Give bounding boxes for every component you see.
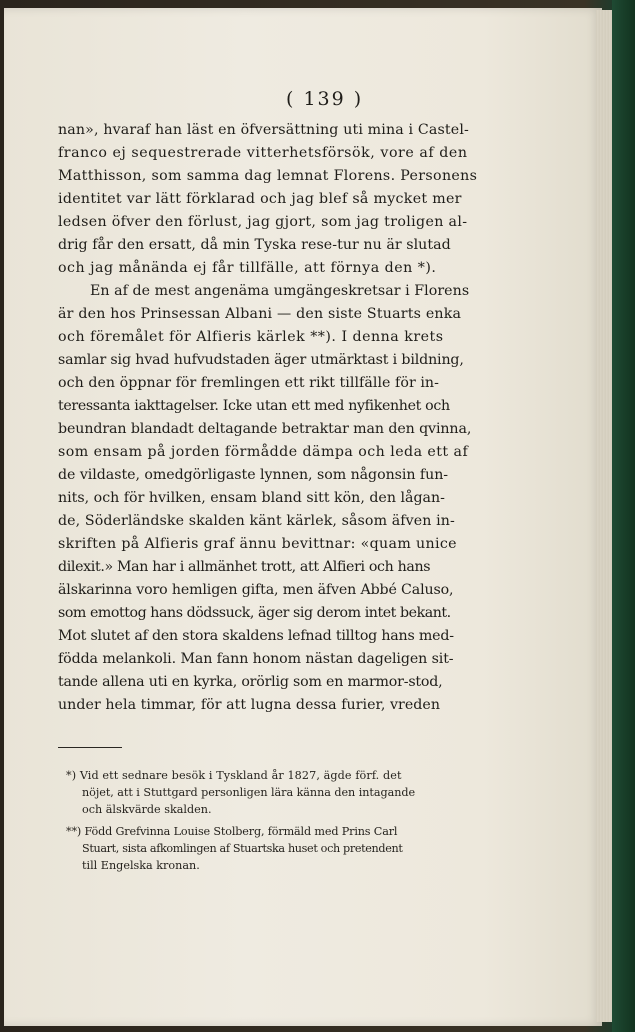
body-line: och den öppnar för fremlingen ett rikt tillfälle för in- bbox=[58, 375, 439, 391]
footnote-line: och älskvärde skalden. bbox=[82, 803, 212, 816]
body-line: och jag månända ej får tillfälle, att förnya den *). bbox=[58, 260, 437, 276]
body-line: och föremålet för Alfieris kärlek **). I denna krets bbox=[58, 329, 444, 345]
body-line: franco ej sequestrerade vitterhetsförsök, vore af den bbox=[58, 145, 468, 161]
body-line: identitet var lätt förklarad och jag blef så mycket mer bbox=[58, 191, 462, 207]
body-line: de vildaste, omedgörligaste lynnen, som någonsin fun- bbox=[58, 467, 449, 483]
body-line: Mot slutet af den stora skaldens lefnad tilltog hans med- bbox=[58, 628, 454, 644]
body-line: är den hos Prinsessan Albani — den siste Stuarts enka bbox=[58, 306, 462, 322]
body-line: Matthisson, som samma dag lemnat Florens. Personens bbox=[58, 168, 478, 184]
body-line: skriften på Alfieris graf ännu bevittnar: «quam unice bbox=[58, 536, 457, 552]
body-line: som emottog hans dödssuck, äger sig derom intet bekant. bbox=[58, 605, 451, 621]
body-line: dilexit.» Man har i allmänhet trott, att Alfieri och hans bbox=[58, 559, 431, 575]
body-line: samlar sig hvad hufvudstaden äger utmärktast i bildning, bbox=[58, 352, 464, 368]
footnote-rule bbox=[58, 747, 122, 748]
footnote-line: nöjet, att i Stuttgard personligen lära känna den intagande bbox=[82, 786, 416, 799]
footnote-line: Stuart, sista afkomlingen af Stuartska huset och pretendent bbox=[82, 842, 403, 855]
body-line: under hela timmar, för att lugna dessa furier, vreden bbox=[58, 697, 441, 713]
body-line: nits, och för hvilken, ensam bland sitt kön, den lågan- bbox=[58, 490, 445, 506]
body-line: tande allena uti en kyrka, orörlig som en marmor-stod, bbox=[58, 674, 443, 690]
body-line: En af de mest angenäma umgängeskretsar i Florens bbox=[90, 283, 470, 299]
body-line: som ensam på jorden förmådde dämpa och leda ett af bbox=[58, 444, 469, 460]
footnote-line: till Engelska kronan. bbox=[82, 859, 200, 872]
body-line: teressanta iakttagelser. Icke utan ett med nyfikenhet och bbox=[58, 398, 450, 414]
footnote-line: **) Född Grefvinna Louise Stolberg, förmäld med Prins Carl bbox=[66, 825, 398, 838]
footnote-line: *) Vid ett sednare besök i Tyskland år 1827, ägde förf. det bbox=[66, 769, 402, 782]
body-line: de, Söderländske skalden känt kärlek, såsom äfven in- bbox=[58, 513, 455, 529]
body-line: älskarinna voro hemligen gifta, men äfven Abbé Caluso, bbox=[58, 582, 454, 598]
page-number: ( 139 ) bbox=[286, 88, 364, 110]
page-edges bbox=[596, 10, 612, 1022]
body-line: drig får den ersatt, då min Tyska rese-tur nu är slutad bbox=[58, 237, 451, 253]
body-line: nan», hvaraf han läst en öfversättning uti mina i Castel- bbox=[58, 122, 469, 138]
body-line: beundran blandadt deltagande betraktar man den qvinna, bbox=[58, 421, 472, 437]
body-line: ledsen öfver den förlust, jag gjort, som jag troligen al- bbox=[58, 214, 468, 230]
body-line: födda melankoli. Man fann honom nästan dageligen sit- bbox=[58, 651, 454, 667]
green-spine-edge bbox=[612, 0, 635, 1032]
